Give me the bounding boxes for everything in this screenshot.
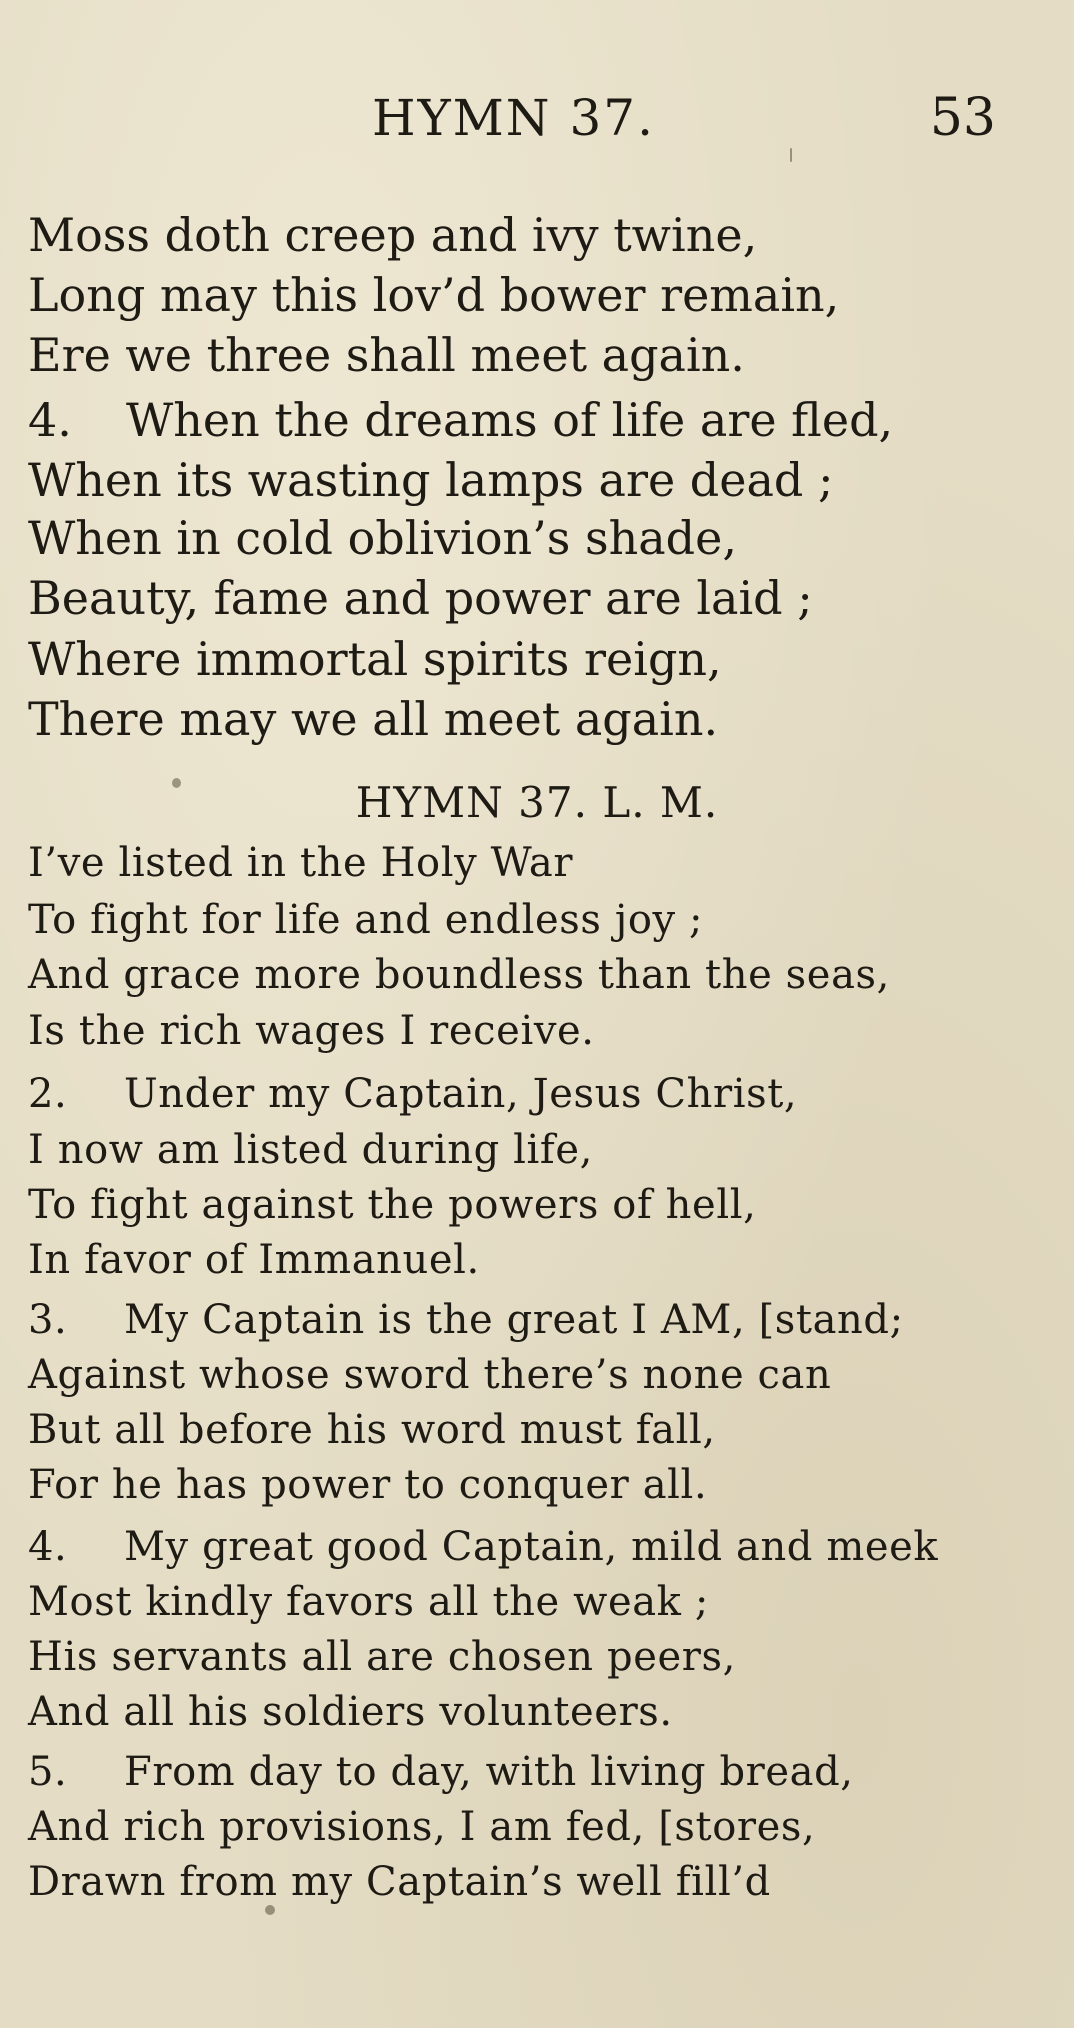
verse-text: When the dreams of life are fled, [126,393,894,447]
verse-line: I now am listed during life, [28,1127,593,1173]
paper-speck [172,778,181,788]
verse-line: To fight for life and endless joy ; [28,897,704,943]
verse-line: And all his soldiers volunteers. [28,1689,673,1735]
verse-line-numbered [28,393,894,447]
verse-line-numbered [28,1297,904,1343]
verse-line-numbered [28,1071,798,1117]
verse-line: And grace more boundless than the seas, [28,952,890,998]
verse-line: Moss doth creep and ivy twine, [28,208,758,262]
page-number: 53 [929,88,996,148]
hymn-heading: HYMN 37. L. M. [355,778,719,827]
verse-line: Beauty, fame and power are laid ; [28,571,813,625]
verse-line: To fight against the powers of hell, [28,1182,757,1228]
verse-line: Long may this lov’d bower remain, [28,268,840,322]
verse-line: Is the rich wages I receive. [28,1008,595,1054]
running-title: HYMN 37. [372,89,655,147]
verse-line: And rich provisions, I am fed, [stores, [28,1804,816,1850]
verse-number: 4. [28,1524,68,1570]
verse-text: Under my Captain, Jesus Christ, [124,1071,798,1117]
verse-text: From day to day, with living bread, [124,1749,854,1795]
verse-line: Ere we three shall meet again. [28,328,745,382]
verse-text: My Captain is the great I AM, [stand; [124,1297,904,1343]
verse-line: When its wasting lamps are dead ; [28,453,834,507]
verse-text: My great good Captain, mild and meek [124,1524,939,1570]
verse-number: 4. [28,393,72,447]
verse-number: 5. [28,1749,68,1795]
running-head [0,88,1074,148]
verse-line: There may we all meet again. [28,692,719,746]
verse-number: 2. [28,1071,68,1117]
verse-line: Where immortal spirits reign, [28,632,722,686]
verse-line: Against whose sword there’s none can [28,1352,832,1398]
verse-line: I’ve listed in the Holy War [28,840,574,886]
verse-line-numbered [28,1749,854,1795]
verse-line-numbered [28,1524,939,1570]
verse-line: In favor of Immanuel. [28,1237,480,1283]
verse-number: 3. [28,1297,68,1343]
verse-line: When in cold oblivion’s shade, [28,511,737,565]
verse-line: For he has power to conquer all. [28,1462,708,1508]
verse-line: Drawn from my Captain’s well fill’d [28,1859,771,1905]
verse-line: Most kindly favors all the weak ; [28,1579,709,1625]
paper-speck [265,1905,275,1915]
paper-speck [790,148,792,162]
verse-line: His servants all are chosen peers, [28,1634,736,1680]
verse-line: But all before his word must fall, [28,1407,716,1453]
